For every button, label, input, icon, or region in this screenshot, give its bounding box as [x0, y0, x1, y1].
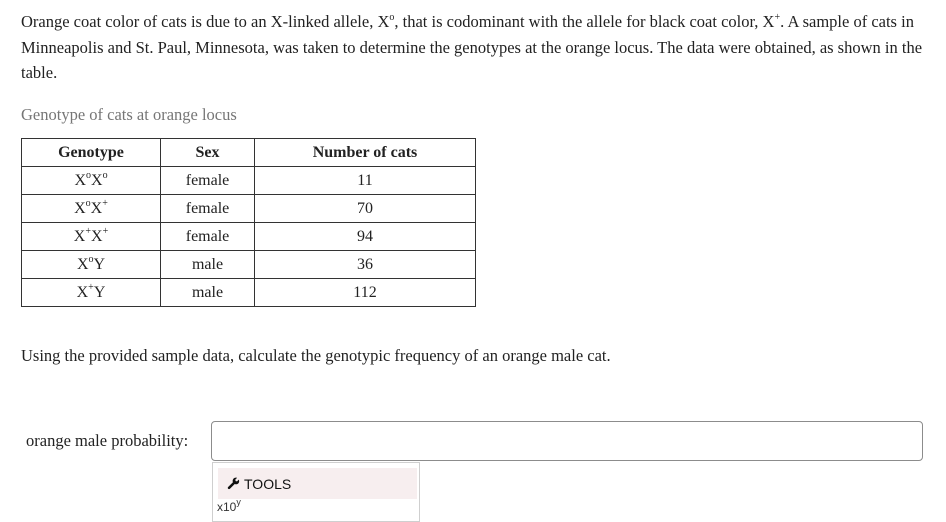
question-text: Using the provided sample data, calculate the genotypic frequency of an orange male cat.	[21, 346, 611, 365]
table-row	[22, 223, 476, 251]
wrench-icon	[227, 477, 240, 490]
count-cell: 11	[255, 167, 476, 195]
table-caption: Genotype of cats at orange locus	[21, 105, 237, 124]
table-row	[22, 167, 476, 195]
sex-cell: male	[161, 279, 255, 307]
header-sex: Sex	[161, 139, 255, 167]
table-row	[22, 279, 476, 307]
header-number-of-cats: Number of cats	[255, 139, 476, 167]
genotype-cell: X+Y	[22, 279, 161, 307]
tools-panel	[212, 462, 420, 522]
problem-statement: Orange coat color of cats is due to an X-linked allele, $X^o$, that is codominant with the allele for black coat color, X+. A sample of cats in Minneapolis and St. Paul, Minnesota, was taken to determine the genotypes at the orange locus. The data were obtained, as shown in the table.	[21, 12, 923, 82]
answer-label: orange male probability:	[26, 431, 189, 450]
genotype-cell: $X^oX^o$	[22, 167, 161, 195]
table-row	[22, 195, 476, 223]
sex-cell: male	[161, 251, 255, 279]
tools-label: TOOLS	[244, 475, 292, 492]
genotype-cell: X+X+	[22, 223, 161, 251]
table-row	[22, 251, 476, 279]
sex-cell: female	[161, 223, 255, 251]
genotype-cell: $X^oX^+$	[22, 195, 161, 223]
header-genotype: Genotype	[22, 139, 161, 167]
count-cell: 36	[255, 251, 476, 279]
tools-button[interactable]	[218, 468, 417, 499]
count-cell: 112	[255, 279, 476, 307]
orange-male-probability-input[interactable]	[211, 421, 923, 461]
sex-cell: female	[161, 167, 255, 195]
table-header-row	[22, 139, 476, 167]
count-cell: 70	[255, 195, 476, 223]
genotype-table	[21, 138, 476, 307]
scientific-notation-button[interactable]: x10$^y$	[217, 497, 241, 514]
sex-cell: female	[161, 195, 255, 223]
count-cell: 94	[255, 223, 476, 251]
genotype-cell: $X^oY$	[22, 251, 161, 279]
